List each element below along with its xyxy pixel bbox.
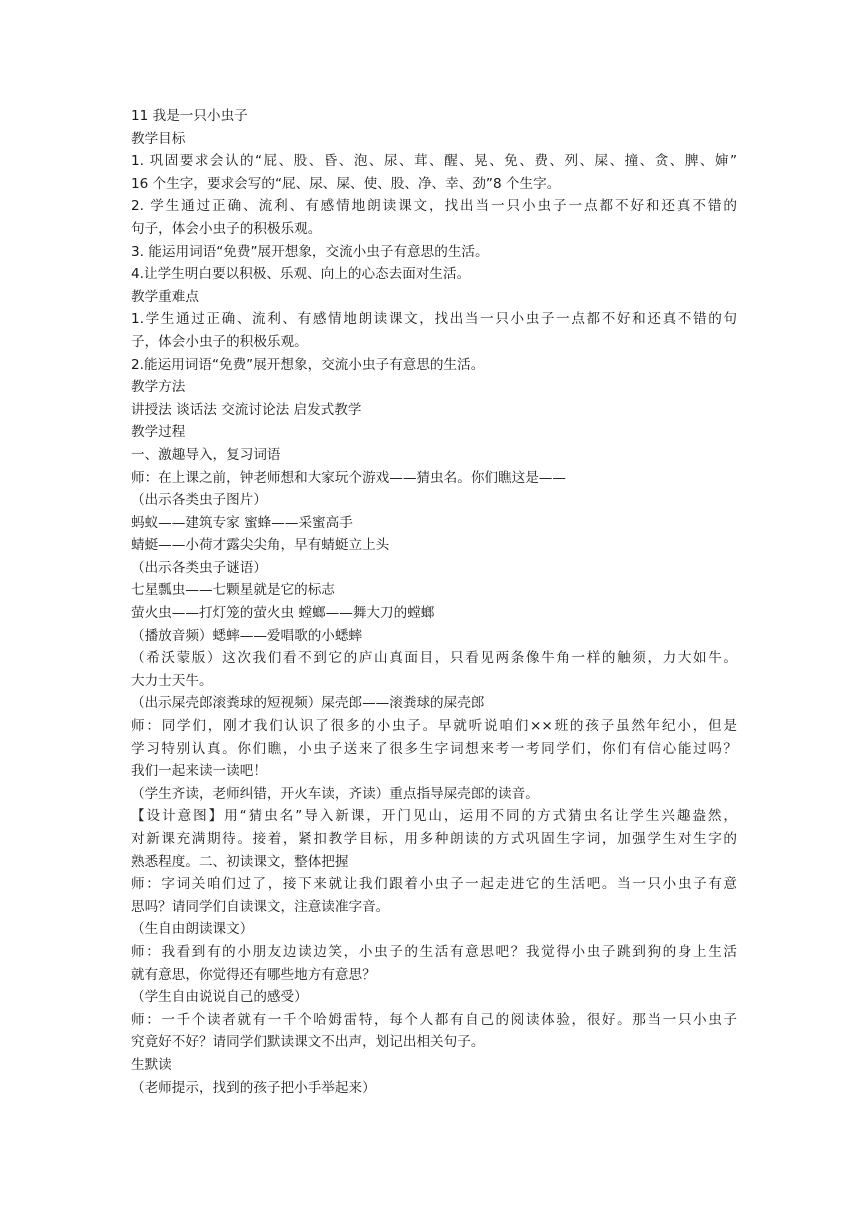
text-line: 师：一千个读者就有一千个哈姆雷特，每个人都有自己的阅读体验，很好。那当一只小虫子: [131, 1011, 737, 1028]
text-line: （学生齐读，老师纠错，开火车读，齐读）重点指导屎壳郎的读音。: [131, 785, 539, 802]
text-line: 师：在上课之前，钟老师想和大家玩个游戏——猜虫名。你们瞧这是——: [131, 469, 566, 486]
section-heading-key-points: 教学重难点: [131, 288, 199, 305]
text-line: 熟悉程度。二、初读课文，整体把握: [131, 853, 349, 870]
text-line: 3. 能运用词语“免费”展开想象，交流小虫子有意思的生活。: [131, 243, 489, 260]
text-line: 子，体会小虫子的积极乐观。: [131, 333, 308, 350]
lesson-title: 11 我是一只小虫子: [131, 108, 248, 124]
text-line: 我们一起来读一读吧！: [131, 763, 267, 780]
text-line: 2. 学生通过正确、流利、有感情地朗读课文，找出当一只小虫子一点都不好和还真不错的: [131, 198, 737, 215]
text-line: （生自由朗读课文）: [131, 921, 254, 938]
text-line: 对新课充满期待。接着，紧扣教学目标，用多种朗读的方式巩固生字词，加强学生对生字的: [131, 831, 737, 847]
text-line: 4.让学生明白要以积极、乐观、向上的心态去面对生活。: [131, 266, 471, 283]
text-line: 蜻蜓——小荷才露尖尖角，早有蜻蜓立上头: [131, 537, 390, 554]
text-line: （出示屎壳郎滚粪球的短视频）屎壳郎——滚粪球的屎壳郎: [131, 695, 485, 712]
text-line: （播放音频）蟋蟀——爱唱歌的小蟋蟀: [131, 627, 363, 644]
text-line: （出示各类虫子谜语）: [131, 559, 267, 576]
text-line: 就有意思，你觉得还有哪些地方有意思？: [131, 966, 376, 983]
text-line: 师：字词关咱们过了，接下来就让我们跟着小虫子一起走进它的生活吧。当一只小虫子有意: [131, 876, 737, 893]
section-heading-process: 教学过程: [131, 424, 186, 441]
text-line: 一、激趣导入，复习词语: [131, 446, 281, 463]
text-line: （老师提示，找到的孩子把小手举起来）: [131, 1079, 376, 1096]
text-line: （出示各类虫子图片）: [131, 492, 267, 509]
text-line: （学生自由说说自己的感受）: [131, 989, 308, 1006]
text-line: 1.学生通过正确、流利、有感情地朗读课文，找出当一只小虫子一点都不好和还真不错的句: [131, 311, 737, 328]
text-line: 生默读: [131, 1056, 172, 1073]
text-line: 萤火虫——打灯笼的萤火虫 螳螂——舞大刀的螳螂: [131, 605, 435, 622]
text-line: 究竟好不好？请同学们默读课文不出声，划记出相关句子。: [131, 1034, 485, 1051]
text-line: 讲授法 谈话法 交流讨论法 启发式教学: [131, 401, 362, 418]
section-heading-methods: 教学方法: [131, 379, 186, 396]
text-line: 师：同学们，刚才我们认识了很多的小虫子。早就听说咱们××班的孩子虽然年纪小，但是: [131, 718, 737, 735]
text-line: 学习特别认真。你们瞧，小虫子送来了很多生字词想来考一考同学们，你们有信心能过吗？: [131, 740, 737, 757]
design-intent-line: 【设计意图】用“猜虫名”导入新课，开门见山，运用不同的方式猜虫名让学生兴趣盎然，: [131, 808, 737, 825]
document-body: [131, 105, 737, 1099]
text-line: 句子，体会小虫子的积极乐观。: [131, 220, 322, 237]
text-line: 七星瓢虫——七颗星就是它的标志: [131, 582, 335, 599]
text-line: 蚂蚁——建筑专家 蜜蜂——采蜜高手: [131, 514, 353, 531]
text-line: 16 个生字，要求会写的“屁、尿、屎、使、股、净、幸、劲”8 个生字。: [131, 175, 561, 192]
text-line: 大力士天牛。: [131, 672, 213, 689]
text-line: （希沃蒙版）这次我们看不到它的庐山真面目，只看见两条像牛角一样的触须，力大如牛。: [131, 650, 737, 667]
section-heading-objectives: 教学目标: [131, 130, 186, 147]
text-line: 2.能运用词语“免费”展开想象，交流小虫子有意思的生活。: [131, 356, 485, 373]
text-line: 思吗？请同学们自读课文，注意读准字音。: [131, 898, 390, 915]
text-line: 师：我看到有的小朋友边读边笑，小虫子的生活有意思吧？我觉得小虫子跳到狗的身上生活: [131, 943, 737, 960]
text-line: 1. 巩固要求会认的“屁、股、昏、泡、尿、茸、醒、晃、免、费、列、屎、撞、贪、脾、婶”: [131, 153, 737, 170]
